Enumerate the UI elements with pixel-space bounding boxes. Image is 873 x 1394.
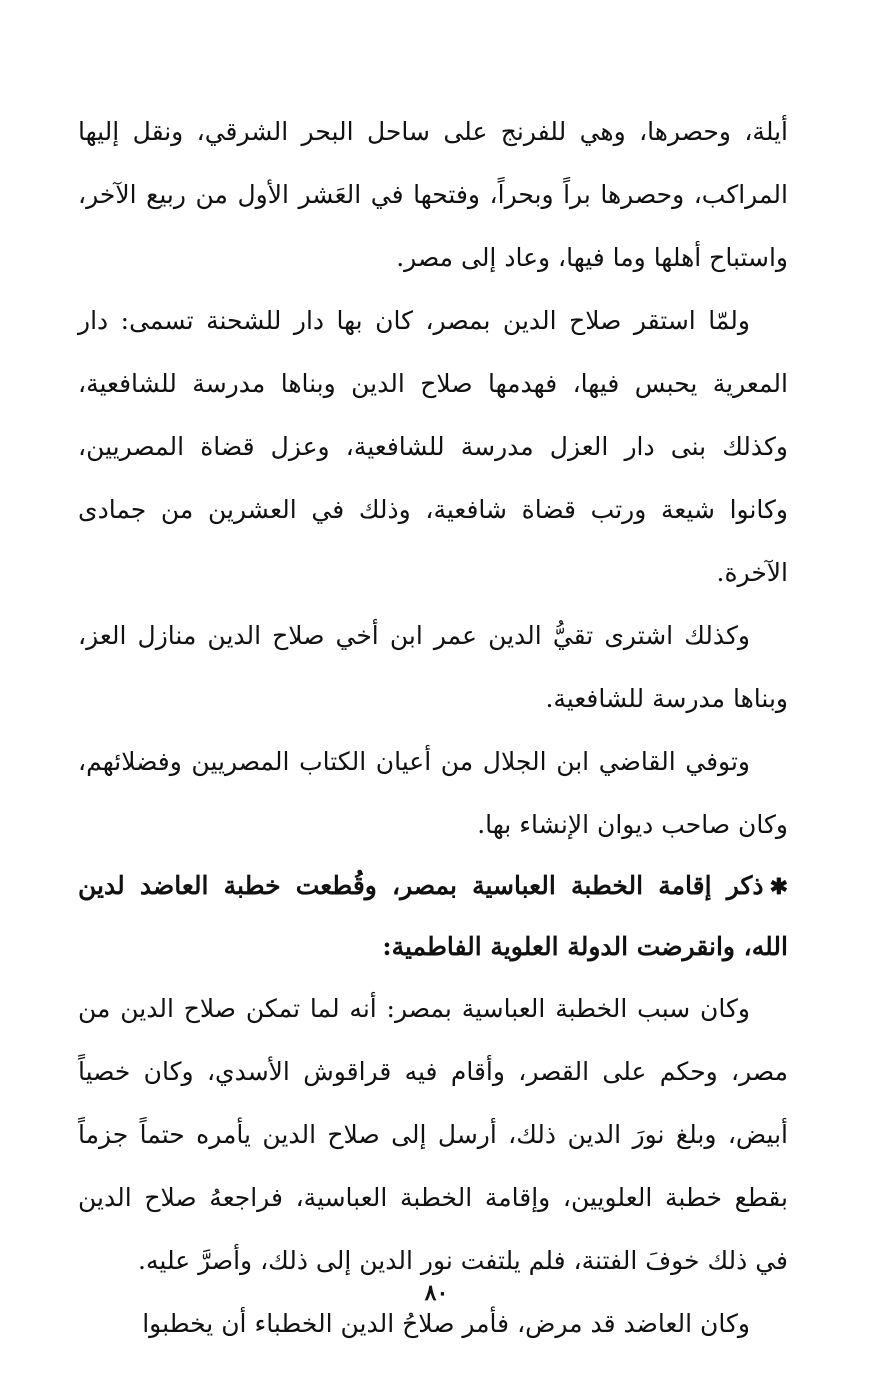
- paragraph: وتوفي القاضي ابن الجلال من أعيان الكتاب المصريين وفضلائهم، وكان صاحب ديوان الإنشاء بها.: [78, 747, 788, 839]
- paragraph: وكان العاضد قد مرض، فأمر صلاحُ الدين الخطباء أن يخطبوا: [142, 1309, 750, 1338]
- text-body: [78, 100, 788, 1355]
- star-icon: ✱: [769, 874, 788, 900]
- paragraph: وكذلك اشترى تقيُّ الدين عمر ابن أخي صلاح الدين منازل العز، وبناها مدرسة للشافعية.: [78, 621, 788, 713]
- paragraph: أيلة، وحصرها، وهي للفرنج على ساحل البحر الشرقي، ونقل إليها المراكب، وحصرها براً وبحراً، وفتحها في العَشر الأول من ربيع الآخر، واستباح أهلها وما فيها، وعاد إلى مصر.: [78, 117, 788, 272]
- paragraph: ولمّا استقر صلاح الدين بمصر، كان بها دار للشحنة تسمى: دار المعرية يحبس فيها، فهدمها صلاح الدين وبناها مدرسة للشافعية، وكذلك بنى دار العزل مدرسة للشافعية، وعزل قضاة المصريين، وكانوا شيعة ورتب قضاة شافعية، وذلك في العشرين من جمادى الآخرة.: [78, 306, 788, 587]
- section-heading-text: ذكر إقامة الخطبة العباسية بمصر، وقُطعت خطبة العاضد لدين الله، وانقرضت الدولة العلوية الفاطمية:: [78, 871, 788, 961]
- page-number: ٨٠: [424, 1280, 449, 1306]
- section-heading: [78, 856, 788, 977]
- paragraph: وكان سبب الخطبة العباسية بمصر: أنه لما تمكن صلاح الدين من مصر، وحكم على القصر، وأقام فيه قراقوش الأسدي، وكان خصياً أبيض، وبلغ نورَ الدين ذلك، أرسل إلى صلاح الدين يأمره حتماً جزماً بقطع خطبة العلويين، وإقامة الخطبة العباسية، فراجعهُ صلاح الدين في ذلك خوفَ الفتنة، فلم يلتفت نور الدين إلى ذلك، وأصرَّ عليه.: [78, 994, 788, 1275]
